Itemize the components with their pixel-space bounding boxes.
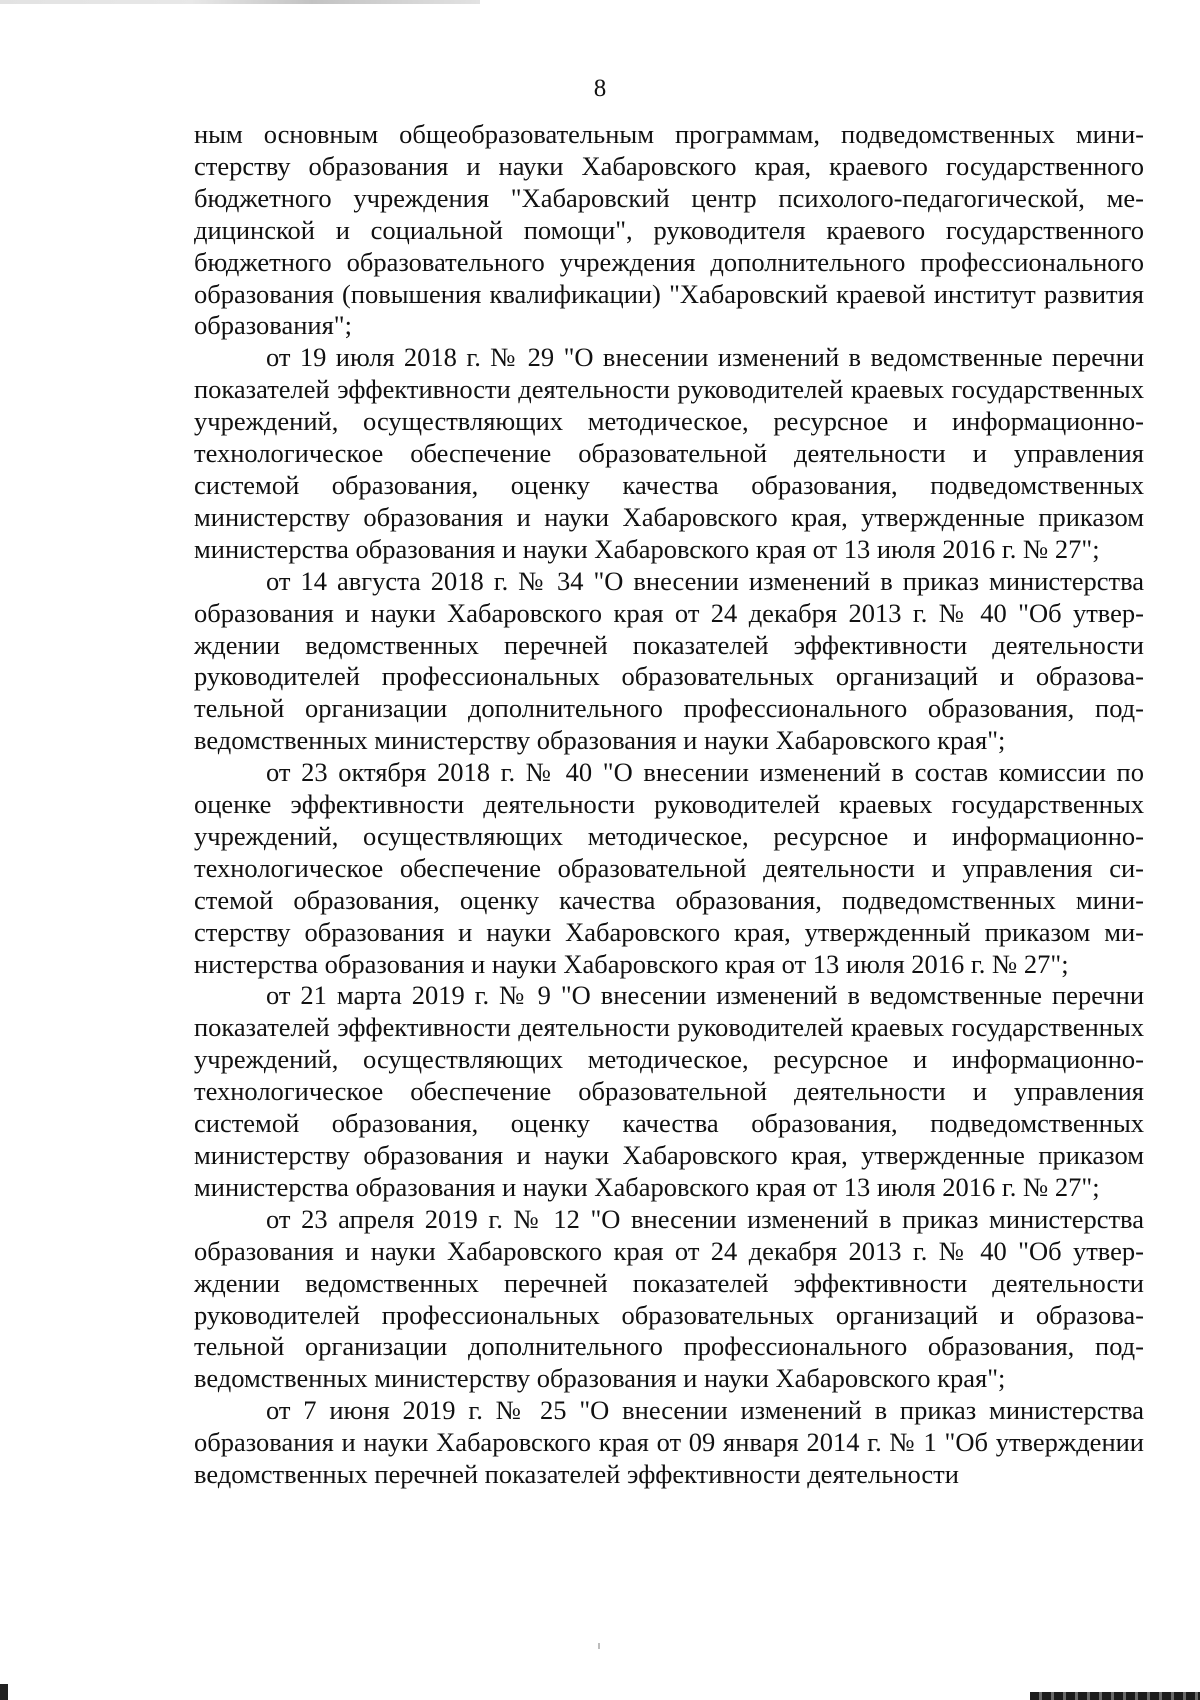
paragraph-order-23-april-2019: от 23 апреля 2019 г. № 12 "О внесении изменений в приказ министерства образования и науки Хабаровского края от 24 декабря 2013 г. № 40 "Об утверждении ведомственных перечней показателей эффективности деятельности руководителей профессиональных образовательных организаций и образовательной организации дополнительного профессионального образования, подведомственных министерству образования и науки Хабаровского края"; <box>194 1203 1144 1394</box>
scan-corner-mark-left <box>0 1684 8 1700</box>
paragraph-order-7-june-2019: от 7 июня 2019 г. № 25 "О внесении изменений в приказ министерства образования и науки Хабаровского края от 09 января 2014 г. № 1 "Об утверждении ведомственных перечней показателей эффективности деятельности <box>194 1395 1144 1490</box>
paragraph-order-23-october-2018: от 23 октября 2018 г. № 40 "О внесении изменений в состав комиссии по оценке эффективности деятельности руководителей краевых государственных учреждений, осуществляющих методическое, ресурсное и информационно-технологическое обеспечение образовательной деятельности и управления системой образования, оценку качества образования, подведомственных министерству образования и науки Хабаровского края, утвержденный приказом министерства образования и науки Хабаровского края от 13 июля 2016 г. № 27"; <box>194 757 1144 979</box>
document-body <box>194 119 1144 1491</box>
page-number: 8 <box>593 75 607 102</box>
scan-speck <box>598 1643 600 1649</box>
paragraph-order-19-july-2018: от 19 июля 2018 г. № 29 "О внесении изменений в ведомственные перечни показателей эффективности деятельности руководителей краевых государственных учреждений, осуществляющих методическое, ресурсное и информационно-технологическое обеспечение образовательной деятельности и управления системой образования, оценку качества образования, подведомственных министерству образования и науки Хабаровского края, утвержденные приказом министерства образования и науки Хабаровского края от 13 июля 2016 г. № 27"; <box>194 342 1144 564</box>
paragraph-order-21-march-2019: от 21 марта 2019 г. № 9 "О внесении изменений в ведомственные перечни показателей эффективности деятельности руководителей краевых государственных учреждений, осуществляющих методическое, ресурсное и информационно-технологическое обеспечение образовательной деятельности и управления системой образования, оценку качества образования, подведомственных министерству образования и науки Хабаровского края, утвержденные приказом министерства образования и науки Хабаровского края от 13 июля 2016 г. № 27"; <box>194 980 1144 1202</box>
scan-corner-mark-right <box>1030 1692 1200 1700</box>
paragraph-continuation: ным основным общеобразовательным программам, подведомственных министерству образования и науки Хабаровского края, краевого государственного бюджетного учреждения "Хабаровский центр психолого-педагогической, медицинской и социальной помощи", руководителя краевого государственного бюджетного образовательного учреждения дополнительного профессионального образования (повышения квалификации) "Хабаровский краевой институт развития образования"; <box>194 119 1144 341</box>
paragraph-order-14-august-2018: от 14 августа 2018 г. № 34 "О внесении изменений в приказ министерства образования и науки Хабаровского края от 24 декабря 2013 г. № 40 "Об утверждении ведомственных перечней показателей эффективности деятельности руководителей профессиональных образовательных организаций и образовательной организации дополнительного профессионального образования, подведомственных министерству образования и науки Хабаровского края"; <box>194 565 1144 756</box>
scan-edge-mark <box>0 0 480 4</box>
